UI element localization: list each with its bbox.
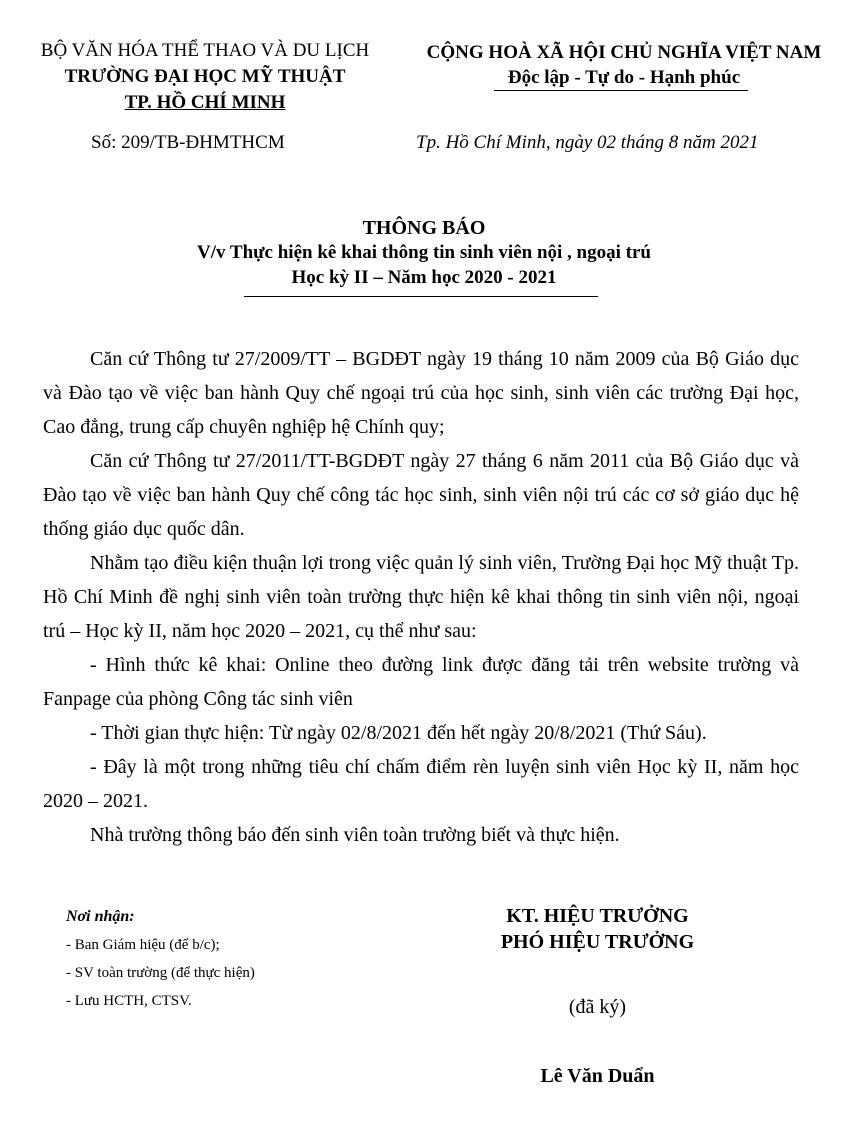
recipient-item: - SV toàn trường (để thực hiện) <box>66 965 255 981</box>
school-name-line1: TRƯỜNG ĐẠI HỌC MỸ THUẬT <box>64 66 346 87</box>
paragraph-purpose: Nhằm tạo điều kiện thuận lợi trong việc quản lý sinh viên, Trường Đại học Mỹ thuật Tp. Hồ Chí Minh đề nghị sinh viên toàn trường thực hiện kê khai thông tin sinh viên nội, ngoại trú – Học kỳ II, năm học 2020 – 2021, cụ thể như sau: <box>43 552 799 642</box>
motto-underline <box>494 90 748 91</box>
item-criteria: - Đây là một trong những tiêu chí chấm điểm rèn luyện sinh viên Học kỳ II, năm học 2020 – 2021. <box>43 756 799 812</box>
title-rule <box>244 296 598 297</box>
paragraph-legal-basis-1: Căn cứ Thông tư 27/2009/TT – BGDĐT ngày 19 tháng 10 năm 2009 của Bộ Giáo dục và Đào tạo về việc ban hành Quy chế ngoại trú của học sinh, sinh viên các trường Đại học, Cao đẳng, trung cấp chuyên nghiệp hệ Chính quy; <box>43 348 799 438</box>
place-date: Tp. Hồ Chí Minh, ngày 02 tháng 8 năm 2021 <box>416 132 759 153</box>
signatory-name: Lê Văn Duẩn <box>540 1065 655 1087</box>
motto: Độc lập - Tự do - Hạnh phúc <box>507 67 741 88</box>
item-timeframe: - Thời gian thực hiện: Từ ngày 02/8/2021 đến hết ngày 20/8/2021 (Thứ Sáu). <box>90 722 707 744</box>
recipient-item: - Lưu HCTH, CTSV. <box>66 993 192 1009</box>
ministry-name: BỘ VĂN HÓA THỂ THAO VÀ DU LỊCH <box>40 40 370 61</box>
paragraph-closing: Nhà trường thông báo đến sinh viên toàn trường biết và thực hiện. <box>90 824 620 846</box>
recipients-label: Nơi nhận: <box>66 908 135 925</box>
item-declaration-method: - Hình thức kê khai: Online theo đường link được đăng tải trên website trường và Fanpage của phòng Công tác sinh viên <box>43 654 799 710</box>
school-name-line2: TP. HỒ CHÍ MINH <box>124 92 286 113</box>
country-name: CỘNG HOÀ XÃ HỘI CHỦ NGHĨA VIỆT NAM <box>426 42 822 63</box>
paragraph-legal-basis-2: Căn cứ Thông tư 27/2011/TT-BGDĐT ngày 27 tháng 6 năm 2011 của Bộ Giáo dục và Đào tạo về việc ban hành Quy chế công tác học sinh, sinh viên nội trú các cơ sở giáo dục hệ thống giáo dục quốc dân. <box>43 450 799 540</box>
document-body <box>43 342 799 852</box>
signature-role-2: PHÓ HIỆU TRƯỞNG <box>500 931 695 953</box>
document-title: THÔNG BÁO <box>362 217 486 239</box>
document-number: Số: 209/TB-ĐHMTHCM <box>91 132 285 153</box>
recipient-item: - Ban Giám hiệu (để b/c); <box>66 937 220 953</box>
document-term: Học kỳ II – Năm học 2020 - 2021 <box>291 267 557 288</box>
document-subject: V/v Thực hiện kê khai thông tin sinh viên nội , ngoại trú <box>197 242 651 263</box>
signed-note: (đã ký) <box>568 996 627 1018</box>
signature-role-1: KT. HIỆU TRƯỞNG <box>506 905 689 927</box>
